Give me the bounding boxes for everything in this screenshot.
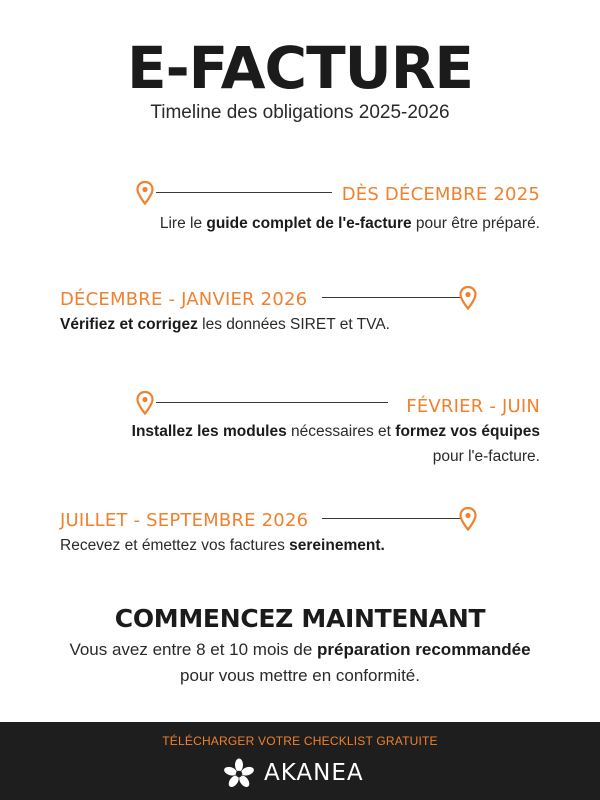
step-description: Installez les modules nécessaires et formez vos équipes pour l'e-facture.	[131, 423, 540, 465]
step-title: DÈS DÉCEMBRE 2025	[341, 184, 540, 205]
download-checklist-link[interactable]: TÉLÉCHARGER VOTRE CHECKLIST GRATUITE	[162, 734, 438, 748]
cta-title: COMMENCEZ MAINTENANT	[114, 604, 486, 633]
page-title: E-FACTURE	[126, 34, 474, 102]
page-subtitle: Timeline des obligations 2025-2026	[150, 102, 450, 123]
map-pin-icon	[459, 286, 477, 310]
timeline-connector	[156, 192, 332, 193]
map-pin-icon	[136, 181, 154, 205]
timeline-connector	[322, 297, 462, 298]
akanea-flower-logo-icon	[222, 758, 256, 790]
timeline-connector	[322, 518, 462, 519]
timeline-connector	[156, 402, 388, 403]
step-description: Lire le guide complet de l'e-facture pour être préparé.	[159, 215, 540, 232]
footer	[0, 722, 600, 800]
map-pin-icon	[459, 507, 477, 531]
step-description: Vérifiez et corrigez les données SIRET et TVA.	[60, 316, 390, 333]
brand-name: AKANEA	[264, 760, 364, 786]
map-pin-icon	[136, 391, 154, 415]
step-title: FÉVRIER - JUIN	[406, 396, 540, 417]
step-title: JUILLET - SEPTEMBRE 2026	[60, 510, 309, 531]
brand-logo[interactable]	[222, 758, 382, 792]
cta-text: Vous avez entre 8 et 10 mois de préparation recommandée pour vous mettre en conformité.	[69, 640, 531, 685]
step-description: Recevez et émettez vos factures sereinement.	[60, 537, 385, 554]
step-title: DÉCEMBRE - JANVIER 2026	[60, 289, 308, 310]
